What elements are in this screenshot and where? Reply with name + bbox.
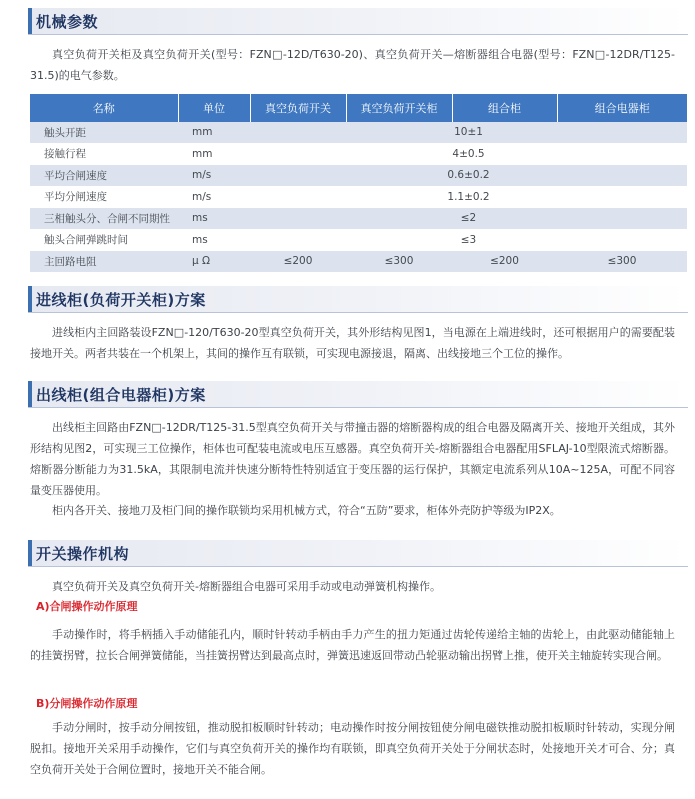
row-unit: m/s: [178, 165, 250, 187]
interlock-paragraph: 柜内各开关、接地刀及柜门间的操作联锁均采用机械方式，符合“五防”要求，柜体外壳防护等级为IP2X。: [52, 504, 561, 517]
table-row: [30, 229, 687, 251]
section-title: 出线柜(组合电器柜)方案: [36, 386, 206, 404]
row-unit: ms: [178, 208, 250, 230]
mechanism-intro-paragraph: 真空负荷开关及真空负荷开关-熔断器组合电器可采用手动或电动弹簧机构操作。: [52, 580, 441, 593]
row-value: ≤200: [250, 251, 346, 273]
header-combination-cabinet: 组合柜: [452, 94, 557, 122]
row-name: 主回路电阻: [30, 251, 178, 273]
section-marker: [28, 381, 32, 407]
table-row: [30, 165, 687, 187]
section-marker: [28, 8, 32, 34]
row-unit: mm: [178, 122, 250, 143]
section-header-operating-mechanism: [28, 540, 688, 567]
row-value: ≤200: [452, 251, 557, 273]
outgoing-cabinet-paragraph: 出线柜主回路由FZN□-12DR/T125-31.5型真空负荷开关与带撞击器的熔断器构成的组合电器及隔离开关、接地开关组成，其外形结构见图2，可实现三工位操作，柜体也可配装电流或电压互感器。真空负荷开关-熔断器组合电器配用SFLAJ-10型限流式熔断器。熔断器分断能力为31.5kA，其限制电流并快速分断特性特别适宜于变压器的运行保护，其额定电流系列从10A~125A，可配不同容量变压器使用。: [30, 421, 675, 497]
row-value: ≤300: [346, 251, 452, 273]
parameter-table: [30, 94, 687, 273]
section-header-incoming-cabinet: [28, 286, 688, 313]
table-row: [30, 251, 687, 273]
section-title: 进线柜(负荷开关柜)方案: [36, 291, 206, 309]
row-unit: mm: [178, 143, 250, 165]
row-value: 4±0.5: [250, 143, 687, 165]
incoming-cabinet-paragraph: 进线柜内主回路装设FZN□-120/T630-20型真空负荷开关，其外形结构见图1，当电源在上端进线时，还可根据用户的需要配装接地开关。两者共装在一个机架上，其间的操作互有联锁，可实现电源接退，隔离、出线接地三个工位的操作。: [30, 326, 675, 360]
opening-principle-heading: B)分闸操作动作原理: [36, 697, 138, 710]
row-name: 平均分闸速度: [30, 186, 178, 208]
table-row: [30, 208, 687, 230]
header-unit: 单位: [178, 94, 250, 122]
table-row: [30, 143, 687, 165]
row-unit: m/s: [178, 186, 250, 208]
closing-principle-heading: A)合闸操作动作原理: [36, 600, 138, 613]
row-value: ≤2: [250, 208, 687, 230]
closing-principle-paragraph: 手动操作时，将手柄插入手动储能孔内，顺时针转动手柄由手力产生的扭力矩通过齿轮传递给主轴的齿轮上，由此驱动储能轴上的挂簧拐臂，拉长合闸弹簧储能，当挂簧拐臂达到最高点时，弹簧迅速返回带动凸轮驱动输出拐臂上推，使开关主轴旋转实现合闸。: [30, 628, 675, 662]
section-title: 开关操作机构: [36, 545, 130, 563]
header-combination-apparatus-cabinet: 组合电器柜: [557, 94, 687, 122]
row-value: 0.6±0.2: [250, 165, 687, 187]
row-name: 触头开距: [30, 122, 178, 143]
opening-principle-paragraph: 手动分闸时，按手动分闸按钮，推动脱扣板顺时针转动；电动操作时按分闸按钮使分闸电磁铁推动脱扣板顺时针转动，实现分闸脱扣。接地开关采用手动操作，它们与真空负荷开关的操作均有联锁，即真空负荷开关处于分闸状态时，处接地开关才可合、分；真空负荷开关处于合闸位置时，接地开关不能合闸。: [30, 721, 675, 776]
table-row: [30, 186, 687, 208]
row-value: 1.1±0.2: [250, 186, 687, 208]
section-header-mechanical-params: [28, 8, 688, 35]
row-value: ≤300: [557, 251, 687, 273]
intro-paragraph: 真空负荷开关柜及真空负荷开关(型号：FZN□-12D/T630-20)、真空负荷开关—熔断器组合电器(型号：FZN□-12DR/T125-31.5)的电气参数。: [30, 48, 675, 82]
header-vacuum-switch-cabinet: 真空负荷开关柜: [346, 94, 452, 122]
row-value: ≤3: [250, 229, 687, 251]
table-row: [30, 122, 687, 143]
row-name: 接触行程: [30, 143, 178, 165]
row-name: 三相触头分、合闸不同期性: [30, 208, 178, 230]
row-name: 平均合闸速度: [30, 165, 178, 187]
row-name: 触头合闸弹跳时间: [30, 229, 178, 251]
section-marker: [28, 540, 32, 566]
row-unit: μ Ω: [178, 251, 250, 273]
header-name: 名称: [30, 94, 178, 122]
row-unit: ms: [178, 229, 250, 251]
section-title: 机械参数: [36, 13, 99, 31]
section-marker: [28, 286, 32, 312]
header-vacuum-switch: 真空负荷开关: [250, 94, 346, 122]
table-header-row: [30, 94, 687, 122]
section-header-outgoing-cabinet: [28, 381, 688, 408]
row-value: 10±1: [250, 122, 687, 143]
